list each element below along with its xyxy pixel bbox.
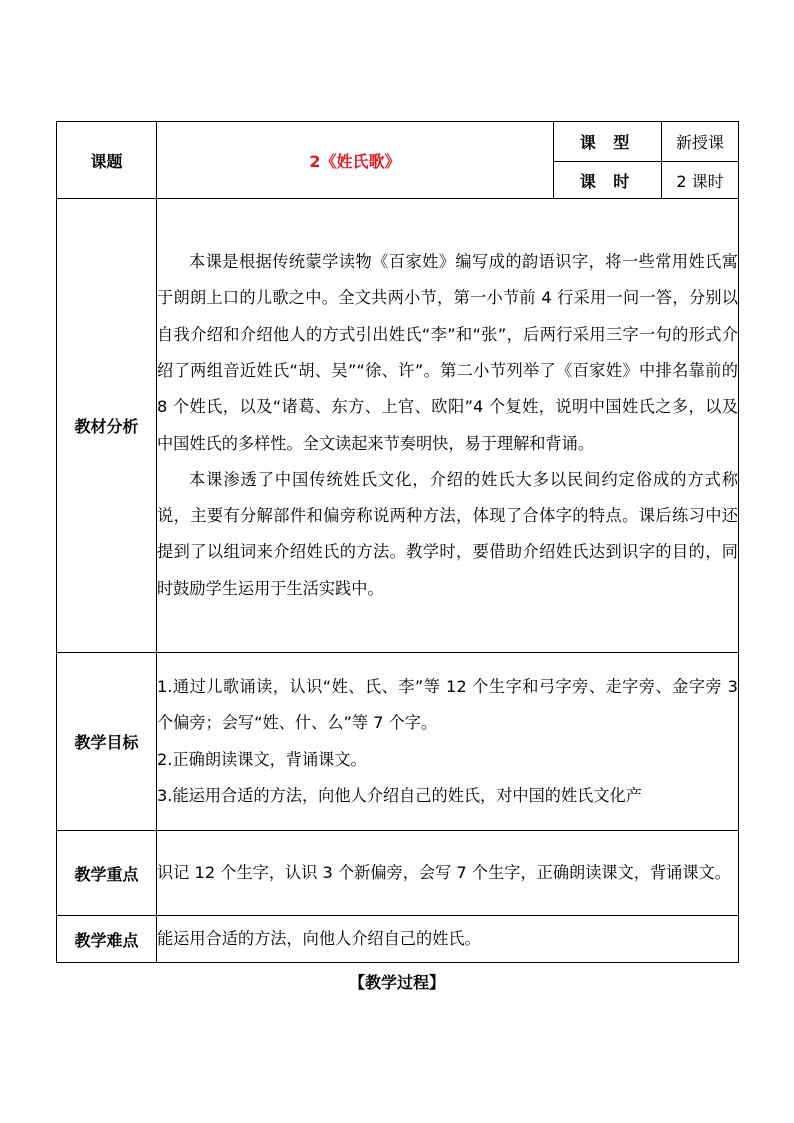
key-points-text: 识记 12 个生字，认识 3 个新偏旁，会写 7 个生字，正确朗读课文，背诵课文。 <box>157 862 731 882</box>
lesson-title: 2《姓氏歌》 <box>157 122 554 199</box>
material-analysis-content <box>157 199 739 653</box>
key-points-label: 教学重点 <box>57 831 157 916</box>
lesson-hours-label: 课 时 <box>554 162 662 199</box>
teaching-goal-1: 1.通过儿歌诵读，认识“姓、氏、李”等 12 个生字和弓字旁、走字旁、金字旁 3 个偏旁；会写“姓、什、么”等 7 个字。 <box>157 676 738 733</box>
material-analysis-paragraph-2: 本课渗透了中国传统姓氏文化，介绍的姓氏大多以民间约定俗成的方式称说，主要有分解部件和偏旁称说两种方法，体现了合体字的特点。课后练习中还提到了以组词来介绍姓氏的方法。教学时，要借助介绍姓氏达到识字的目的，同时鼓励学生运用于生活实践中。 <box>157 469 738 598</box>
teaching-goal-3: 3.能运用合适的方法，向他人介绍自己的姓氏，对中国的姓氏文化产 <box>157 785 642 805</box>
lesson-plan-table <box>56 121 739 963</box>
material-analysis-paragraph-1: 本课是根据传统蒙学读物《百家姓》编写成的韵语识字，将一些常用姓氏寓于朗朗上口的儿歌之中。全文共两小节，第一小节前 4 行采用一问一答，分别以自我介绍和介绍他人的方式引出姓氏“李”和“张”，后两行采用三字一句的形式介绍了两组音近姓氏“胡、吴”“徐、许”。第二小节列举了《百家姓》中排名靠前的 8 个姓氏，以及“诸葛、东方、上官、欧阳”4 个复姓，说明中国姓氏之多，以及中国姓氏的多样性。全文读起来节奏明快，易于理解和背诵。 <box>157 252 738 453</box>
lesson-type-value: 新授课 <box>662 122 739 162</box>
difficult-points-content <box>157 916 739 963</box>
material-analysis-label: 教材分析 <box>57 199 157 653</box>
difficult-points-label: 教学难点 <box>57 916 157 963</box>
lesson-hours-value: 2 课时 <box>662 162 739 199</box>
lesson-type-label: 课 型 <box>554 122 662 162</box>
teaching-goals-label: 教学目标 <box>57 653 157 831</box>
teaching-goals-content <box>157 653 739 831</box>
difficult-points-text: 能运用合适的方法，向他人介绍自己的姓氏。 <box>157 928 481 948</box>
teaching-goal-2: 2.正确朗读课文，背诵课文。 <box>157 749 367 769</box>
key-points-content <box>157 831 739 916</box>
teaching-process-heading: 【教学过程】 <box>348 973 445 992</box>
topic-label: 课题 <box>57 122 157 199</box>
